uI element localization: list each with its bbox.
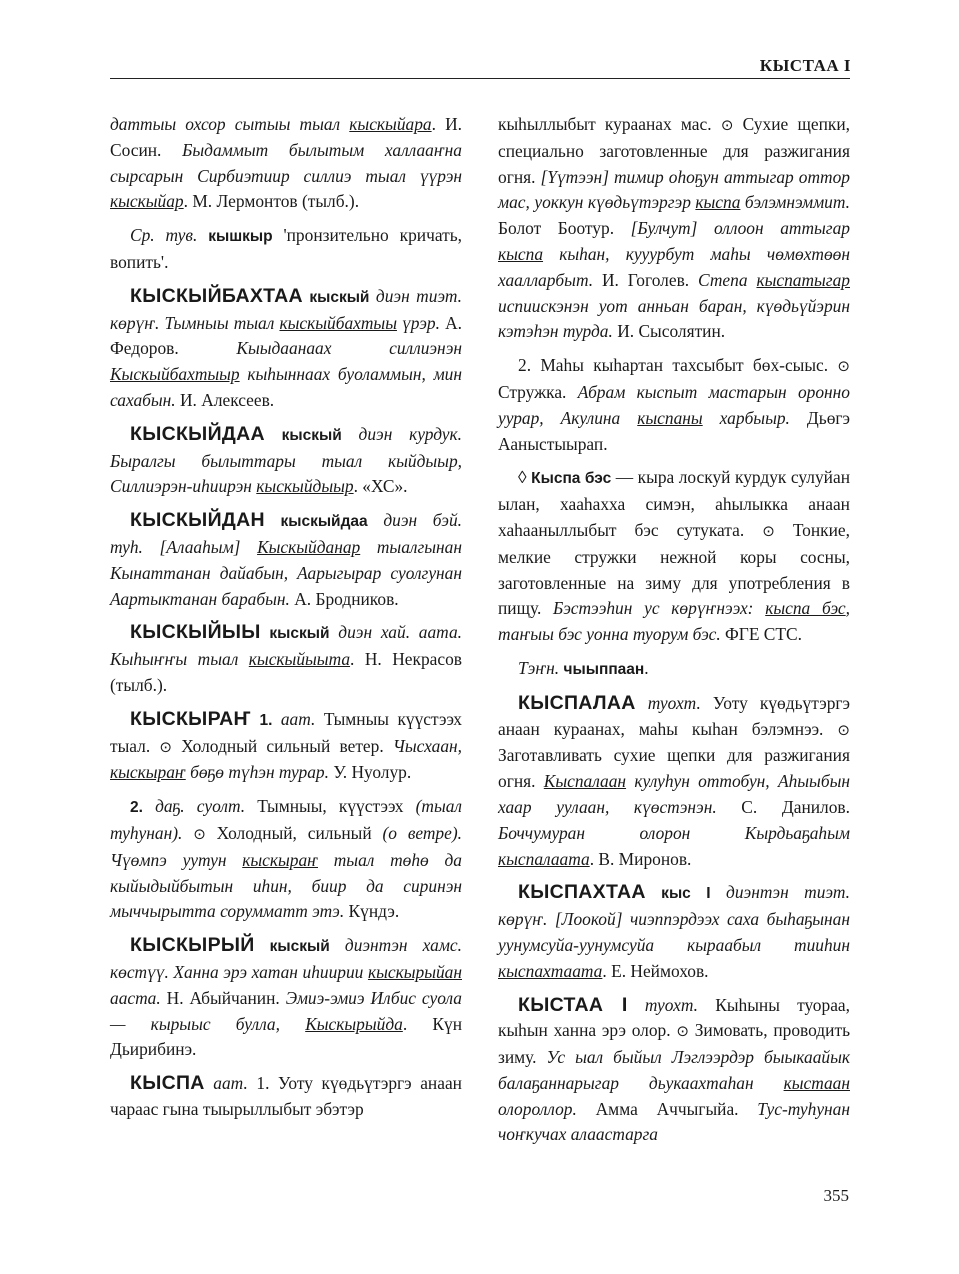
- italic-run: Кыыдаанаах силлиэнэн: [236, 338, 462, 359]
- text-run: . М. Лермонтов (тылб.).: [183, 191, 360, 212]
- headword: КЫСКЫЙДАН: [130, 509, 265, 532]
- entry-kystaa-1: [498, 993, 850, 1149]
- bold-run: кыскый: [254, 938, 330, 956]
- italic-run: аат.: [204, 1073, 248, 1094]
- headword: КЫСКЫРАҤ: [130, 707, 251, 730]
- text-run: — кыра лоскуй курдук сулуйан ылан, хааһахха симэн, аһылыкка анаан хаһааныллыбыт бэс сутуката.: [498, 467, 850, 540]
- text-run: Тонкие, мелкие стружки нежной коры сосны, заготовленные на зиму для употребления в пищу.: [498, 519, 850, 619]
- text-run: 'пронзительно кричать, вопить'.: [110, 225, 462, 272]
- italic-run: , таҥыы бэс уонна туорум бэс.: [498, 598, 850, 645]
- entry-kyskyidaa: [110, 422, 462, 500]
- italic-run: тыал төһө да кыйыдыйбытын иһин, биир да сиринэн мыччырытта сорумматт этэ.: [110, 849, 462, 922]
- italic-run: аат.: [280, 708, 316, 729]
- text-run: С. Данилов.: [741, 796, 850, 817]
- entry-kyspa: [110, 1071, 462, 1123]
- italic-run: Быдаммыт былытым халлааҥна сырсарын Сирбиэтиир силлиэ тыал үүрэн: [110, 139, 463, 186]
- italic-run: диэн тиэт. көрүҥ. Тымныы тыал: [110, 285, 462, 333]
- italic-run: кулуһун оттобун, Аһыыбын хаар уулаан, күөстэнэн.: [498, 771, 850, 817]
- italic-run: Абрам кыспыт мастарын оронно уурар, Акулина: [498, 381, 851, 428]
- entry-kyskyidan: [110, 508, 462, 612]
- italic-run: тыалгынан Кынаттанан дайабын, Аарыгырар суолгунан Аартыктанан барабын.: [110, 536, 462, 609]
- italic-run: Бэстээһин ус көрүҥнээх:: [553, 598, 766, 619]
- text-run: Зимовать, проводить зиму.: [498, 1020, 850, 1068]
- text-run: Дьөгэ Ааныстыырап.: [498, 407, 850, 454]
- italic-run: испиискэнэн уот анньан баран, күөдьүйэрин кэтэһэн турда.: [498, 295, 850, 342]
- italic-run: [Булчут] оллоон аттыгар: [630, 218, 850, 239]
- example-word: кыспа бэс: [765, 598, 846, 619]
- example-word: кыскыраҥ: [242, 849, 318, 870]
- text-run: 1. Уоту күөдьүтэргэ анаан чараас гына тыырыллыбыт эбэтэр: [110, 1073, 462, 1119]
- example-word: Кыскырыйда: [305, 1013, 403, 1034]
- italic-run: даттыы охсор сытыы тыал: [110, 114, 350, 134]
- bold-run: 1.: [251, 711, 281, 729]
- text-run: Тымныы күүстээх тыал.: [110, 708, 463, 756]
- italic-run: Ус ыал быйыл Лэглээрдэр быыкаайык балаҕаннарыгар дьукаахтаһан: [498, 1047, 850, 1093]
- bold-run: кыскыйдаа: [264, 513, 368, 531]
- italic-run: үрэр.: [396, 312, 446, 333]
- italic-run: диэн хай. аата. Кыһыҥҥы тыал: [110, 622, 463, 670]
- russian-marker-icon: ⊙: [193, 824, 206, 843]
- text-run: А. Федоров.: [110, 312, 462, 359]
- text-run: У. Нуолур.: [333, 762, 412, 783]
- headword: КЫСПАЛАА: [518, 691, 636, 714]
- headword: КЫСТАА I: [518, 993, 628, 1016]
- text-run: Уоту күөдьүтэргэ анаан кураанах, маһы кыһан бэлэмнээ.: [498, 692, 850, 739]
- entry-kyskyryi: [110, 933, 462, 1063]
- italic-run: даҕ. суолт.: [155, 796, 246, 817]
- text-run: . Күн Дьирибинэ.: [110, 1013, 462, 1060]
- text-run: ФГЕ СТС.: [725, 624, 802, 645]
- italic-run: аастa.: [110, 987, 167, 1008]
- example-word: кыспалаата: [498, 848, 590, 869]
- italic-run: олороллор.: [498, 1098, 596, 1119]
- italic-run: кыһыннаах буоламмын, мин сахабын.: [110, 364, 462, 410]
- russian-marker-icon: ⊙: [159, 737, 172, 756]
- text-run: Н. Абыйчанин.: [166, 987, 286, 1008]
- italic-run: бэлэмнэммит.: [740, 192, 850, 213]
- italic-run: Ср. тув.: [130, 225, 209, 246]
- text-run: И. Гоголев.: [601, 269, 699, 290]
- bold-run: кыскый: [264, 426, 342, 444]
- text-run: А. Бродников.: [294, 588, 399, 609]
- italic-run: Степа: [698, 269, 757, 290]
- text-run: Амма Аччыгыйа.: [595, 1098, 758, 1119]
- text-run: Болот Боотур.: [498, 218, 631, 239]
- example-word: кыскыйыыта: [248, 649, 351, 670]
- text-run: . Е. Неймохов.: [602, 960, 709, 981]
- italic-run: Боччумуран олорон Кырдьаҕаһым: [498, 822, 850, 843]
- bold-run: кыс I: [645, 885, 711, 903]
- text-run: .: [644, 657, 649, 678]
- text-run: Тымныы, күүстээх: [245, 796, 416, 817]
- entry-kyskyrang: [110, 707, 462, 786]
- text-run: . «ХС».: [353, 476, 408, 497]
- russian-marker-icon: ⊙: [676, 1022, 689, 1041]
- italic-run: Тус-туһунан чоҥкучах алааcтарга: [498, 1098, 850, 1145]
- italic-run: диэн курдук. Быралгы былыттары тыал кыйдыыр, Силлиэрэн-иһиирэн: [110, 423, 462, 497]
- example-word: кыскыйар: [110, 191, 184, 212]
- italic-run: Эмиэ-эмиэ Илбис суола — кырыыс булла,: [110, 987, 462, 1034]
- entry-paragraph: [110, 112, 462, 215]
- example-word: Кыспалаан: [543, 771, 627, 792]
- example-word: кыскыйара: [349, 114, 432, 134]
- entry-kyskyrang-sense-2: [110, 794, 462, 925]
- example-word: кыскыйдыыр: [256, 476, 354, 497]
- italic-run: Чүөмпэ уутун: [110, 849, 243, 870]
- entry-kyspalaa: [498, 691, 850, 873]
- entry-kyskyiyy: [110, 620, 462, 698]
- text-run: Күндэ.: [348, 901, 400, 922]
- example-word: кыспа: [695, 192, 741, 213]
- example-word: кыспахтаата: [498, 960, 603, 981]
- example-word: кыскырыйан: [367, 961, 462, 982]
- headword: КЫСКЫЙБАХТАА: [130, 284, 303, 307]
- etymology-paragraph: [110, 223, 462, 276]
- italic-run: (о ветре).: [382, 822, 462, 843]
- russian-marker-icon: ⊙: [837, 357, 850, 376]
- running-head: КЫСТАА I: [759, 56, 851, 75]
- compare-paragraph: [498, 656, 850, 683]
- russian-marker-icon: ⊙: [837, 720, 850, 739]
- example-word: Кыскыйбахтыыр: [110, 364, 240, 385]
- russian-marker-icon: ⊙: [762, 521, 775, 540]
- example-word: кыстаан: [783, 1072, 850, 1093]
- header-rule: [110, 78, 850, 79]
- left-column: [110, 112, 462, 1131]
- text-run: 2. Маһы кыһартан тахсыбыт бөх-сыыс.: [518, 355, 838, 376]
- bold-run: чыыппаан: [563, 660, 645, 678]
- entry-kyspa-sense-2: [498, 353, 850, 457]
- example-word: кыскыраҥ: [110, 762, 186, 783]
- headword: КЫСПАХТАА: [518, 881, 646, 904]
- italic-run: бөҕө түһэн турар.: [185, 762, 334, 783]
- text-run: . В. Миронов.: [589, 848, 692, 869]
- example-word: кыспаны: [637, 407, 703, 428]
- bold-run: Кыспа бэс: [531, 470, 612, 488]
- example-word: кыскыйбахтыы: [279, 312, 397, 333]
- italic-run: диэнтэн тиэт. көрүҥ. [Лоокой] чиэппэрдээх саха быһаҕынан уунумсуйа-уунумсуйа кыраабыл тииһин: [498, 882, 850, 955]
- italic-run: Тэҥн.: [518, 657, 564, 678]
- example-word: кыспа: [498, 243, 544, 264]
- italic-run: Чысхаан,: [392, 735, 463, 756]
- entry-kyspa-continued: [498, 112, 850, 345]
- italic-run: туохт.: [635, 692, 701, 713]
- text-run: Холодный, сильный: [205, 822, 383, 843]
- entry-kyspakhtaa: [498, 880, 850, 984]
- page-number: 355: [823, 1186, 849, 1205]
- text-run: Холодный сильный ветер.: [171, 735, 393, 756]
- example-word: кыспатыгар: [756, 269, 850, 290]
- bold-run: 2.: [130, 799, 156, 817]
- text-run: . Н. Некрасов (тылб.).: [110, 649, 463, 695]
- italic-run: [Үүтээн] тимир оһоҕун аттыгар оттор мас, уоккун күөдьүтэргэр: [498, 166, 850, 213]
- text-run: Сухие щепки, специально заготовленные для разжигания огня.: [498, 114, 850, 187]
- headword: КЫСКЫРЫЙ: [130, 934, 255, 957]
- text-run: Заготавливать сухие щепки для разжигания огня.: [498, 745, 850, 792]
- italic-run: диэн бэй. туһ. [Алааһым]: [110, 510, 462, 557]
- phrase-kyspa-bes: [498, 465, 850, 648]
- text-run: кыһыллыбыт кураанах мас.: [498, 114, 721, 134]
- headword: КЫСПА: [130, 1072, 205, 1095]
- text-run: [182, 823, 193, 843]
- bold-run: кыскый: [302, 288, 370, 306]
- bold-run: кышкыр: [208, 228, 273, 246]
- text-run: И. Сысолятин.: [617, 321, 726, 342]
- russian-marker-icon: ⊙: [720, 116, 734, 134]
- text-run: И. Алексеев.: [180, 389, 275, 410]
- text-run: ◊: [518, 467, 532, 488]
- entry-kyskyibakhtaa: [110, 284, 462, 414]
- italic-run: харбыыр.: [702, 407, 807, 428]
- text-run: Кыһыны туораа, кыһын ханна эрэ олор.: [498, 994, 850, 1041]
- text-run: . И. Сосин.: [110, 114, 463, 160]
- italic-run: кыһан, кууурбут маһы чөмөхтөөн хааллaрбыт.: [498, 243, 850, 290]
- italic-run: (тыал туһунан).: [110, 796, 463, 843]
- italic-run: туохт.: [627, 994, 698, 1015]
- italic-run: диэнтэн хамс. көстүү. Ханна эрэ хатан иһиирии: [110, 935, 462, 982]
- headword: КЫСКЫЙДАА: [130, 422, 265, 445]
- text-run: Стружка.: [498, 381, 578, 402]
- example-word: Кыскыйданар: [257, 536, 361, 557]
- headword: КЫСКЫЙЫЫ: [130, 621, 261, 644]
- bold-run: кыскый: [260, 625, 330, 643]
- right-column: [498, 112, 850, 1156]
